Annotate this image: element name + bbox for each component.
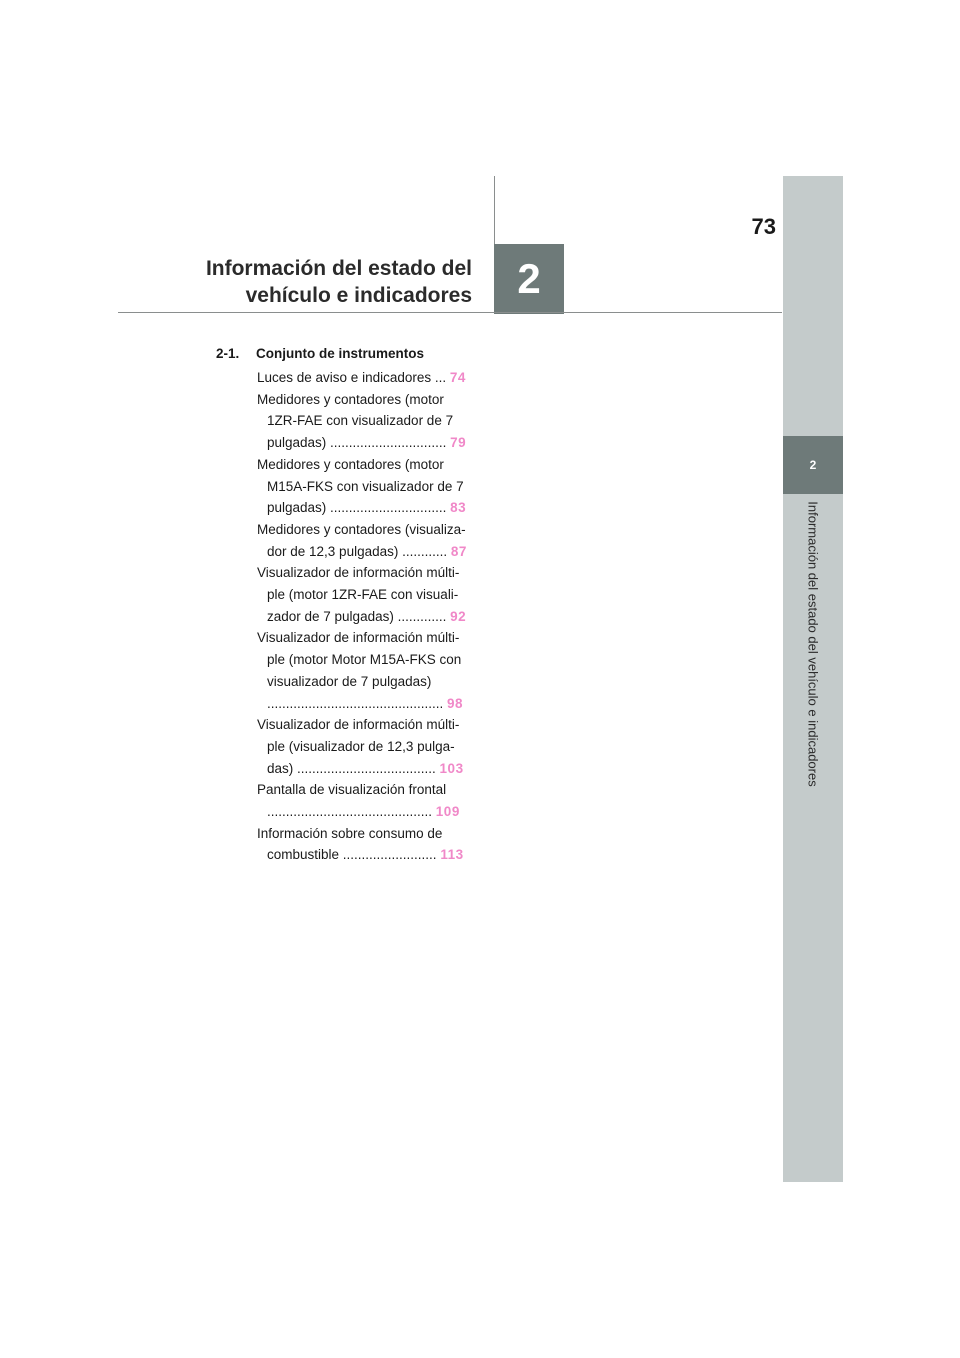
toc-entry-text: Visualizador de información múlti- ple (motor 1ZR-FAE con visuali- zador de 7 pulgadas) ............. [257, 565, 460, 624]
toc-entry[interactable] [257, 627, 470, 714]
chapter-title-line-1: Información del estado del [205, 257, 472, 280]
toc-entry-list [216, 367, 470, 866]
toc-entry-text: Medidores y contadores (visualiza- dor de 12,3 pulgadas) ............ [257, 521, 466, 559]
header-horizontal-rule [118, 312, 782, 313]
header-vertical-divider [494, 176, 495, 244]
page-number: 73 [751, 214, 776, 239]
chapter-title [180, 255, 472, 309]
toc-entry-page-link[interactable]: 103 [439, 760, 464, 776]
toc-entry-page-link[interactable]: 113 [440, 847, 464, 863]
toc-entry-page-link[interactable]: 98 [447, 695, 464, 711]
toc-entry-text: Medidores y contadores (motor 1ZR-FAE con visualizador de 7 pulgadas) ............................... [257, 391, 454, 451]
toc-entry[interactable] [257, 367, 470, 389]
toc-entry-text: Medidores y contadores (motor M15A-FKS con visualizador de 7 pulgadas) ............................... [257, 456, 464, 516]
toc-entry-page-link[interactable]: 79 [450, 435, 467, 451]
toc-entry-text: Visualizador de información múlti- ple (motor Motor M15A-FKS con visualizador de 7 pulgadas) ............................................... [257, 630, 462, 711]
toc-entry-text: Luces de aviso e indicadores ... [257, 370, 450, 385]
toc-entry-page-link[interactable]: 83 [450, 500, 467, 516]
toc-entry[interactable] [257, 823, 470, 866]
toc-section-number: 2-1. [216, 346, 240, 361]
toc-entry[interactable] [257, 454, 470, 519]
toc-entry-text: Visualizador de información múlti- ple (visualizador de 12,3 pulga- das) ..................................... [257, 717, 460, 776]
toc-section-heading [216, 344, 470, 364]
chapter-number-box: 2 [494, 244, 564, 314]
side-chapter-label: Información del estado del vehículo e indicadores [805, 501, 821, 787]
toc-entry-page-link[interactable]: 74 [449, 370, 466, 385]
toc-entry[interactable] [257, 779, 470, 822]
side-chapter-tab[interactable]: 2 [783, 436, 843, 494]
toc-entry-text: Información sobre consumo de combustible ......................... [257, 825, 443, 863]
toc-entry-page-link[interactable]: 87 [450, 543, 467, 559]
toc-entry[interactable] [257, 519, 470, 562]
table-of-contents [216, 344, 470, 866]
toc-entry-text: Pantalla de visualización frontal ............................................ [257, 782, 447, 820]
toc-entry-page-link[interactable]: 92 [450, 608, 467, 624]
toc-entry-page-link[interactable]: 109 [435, 804, 460, 820]
toc-entry[interactable] [257, 562, 470, 627]
toc-entry[interactable] [257, 714, 470, 779]
toc-entry[interactable] [257, 389, 470, 454]
toc-section-title: Conjunto de instrumentos [256, 346, 424, 361]
chapter-title-line-2: vehículo e indicadores [245, 284, 472, 307]
